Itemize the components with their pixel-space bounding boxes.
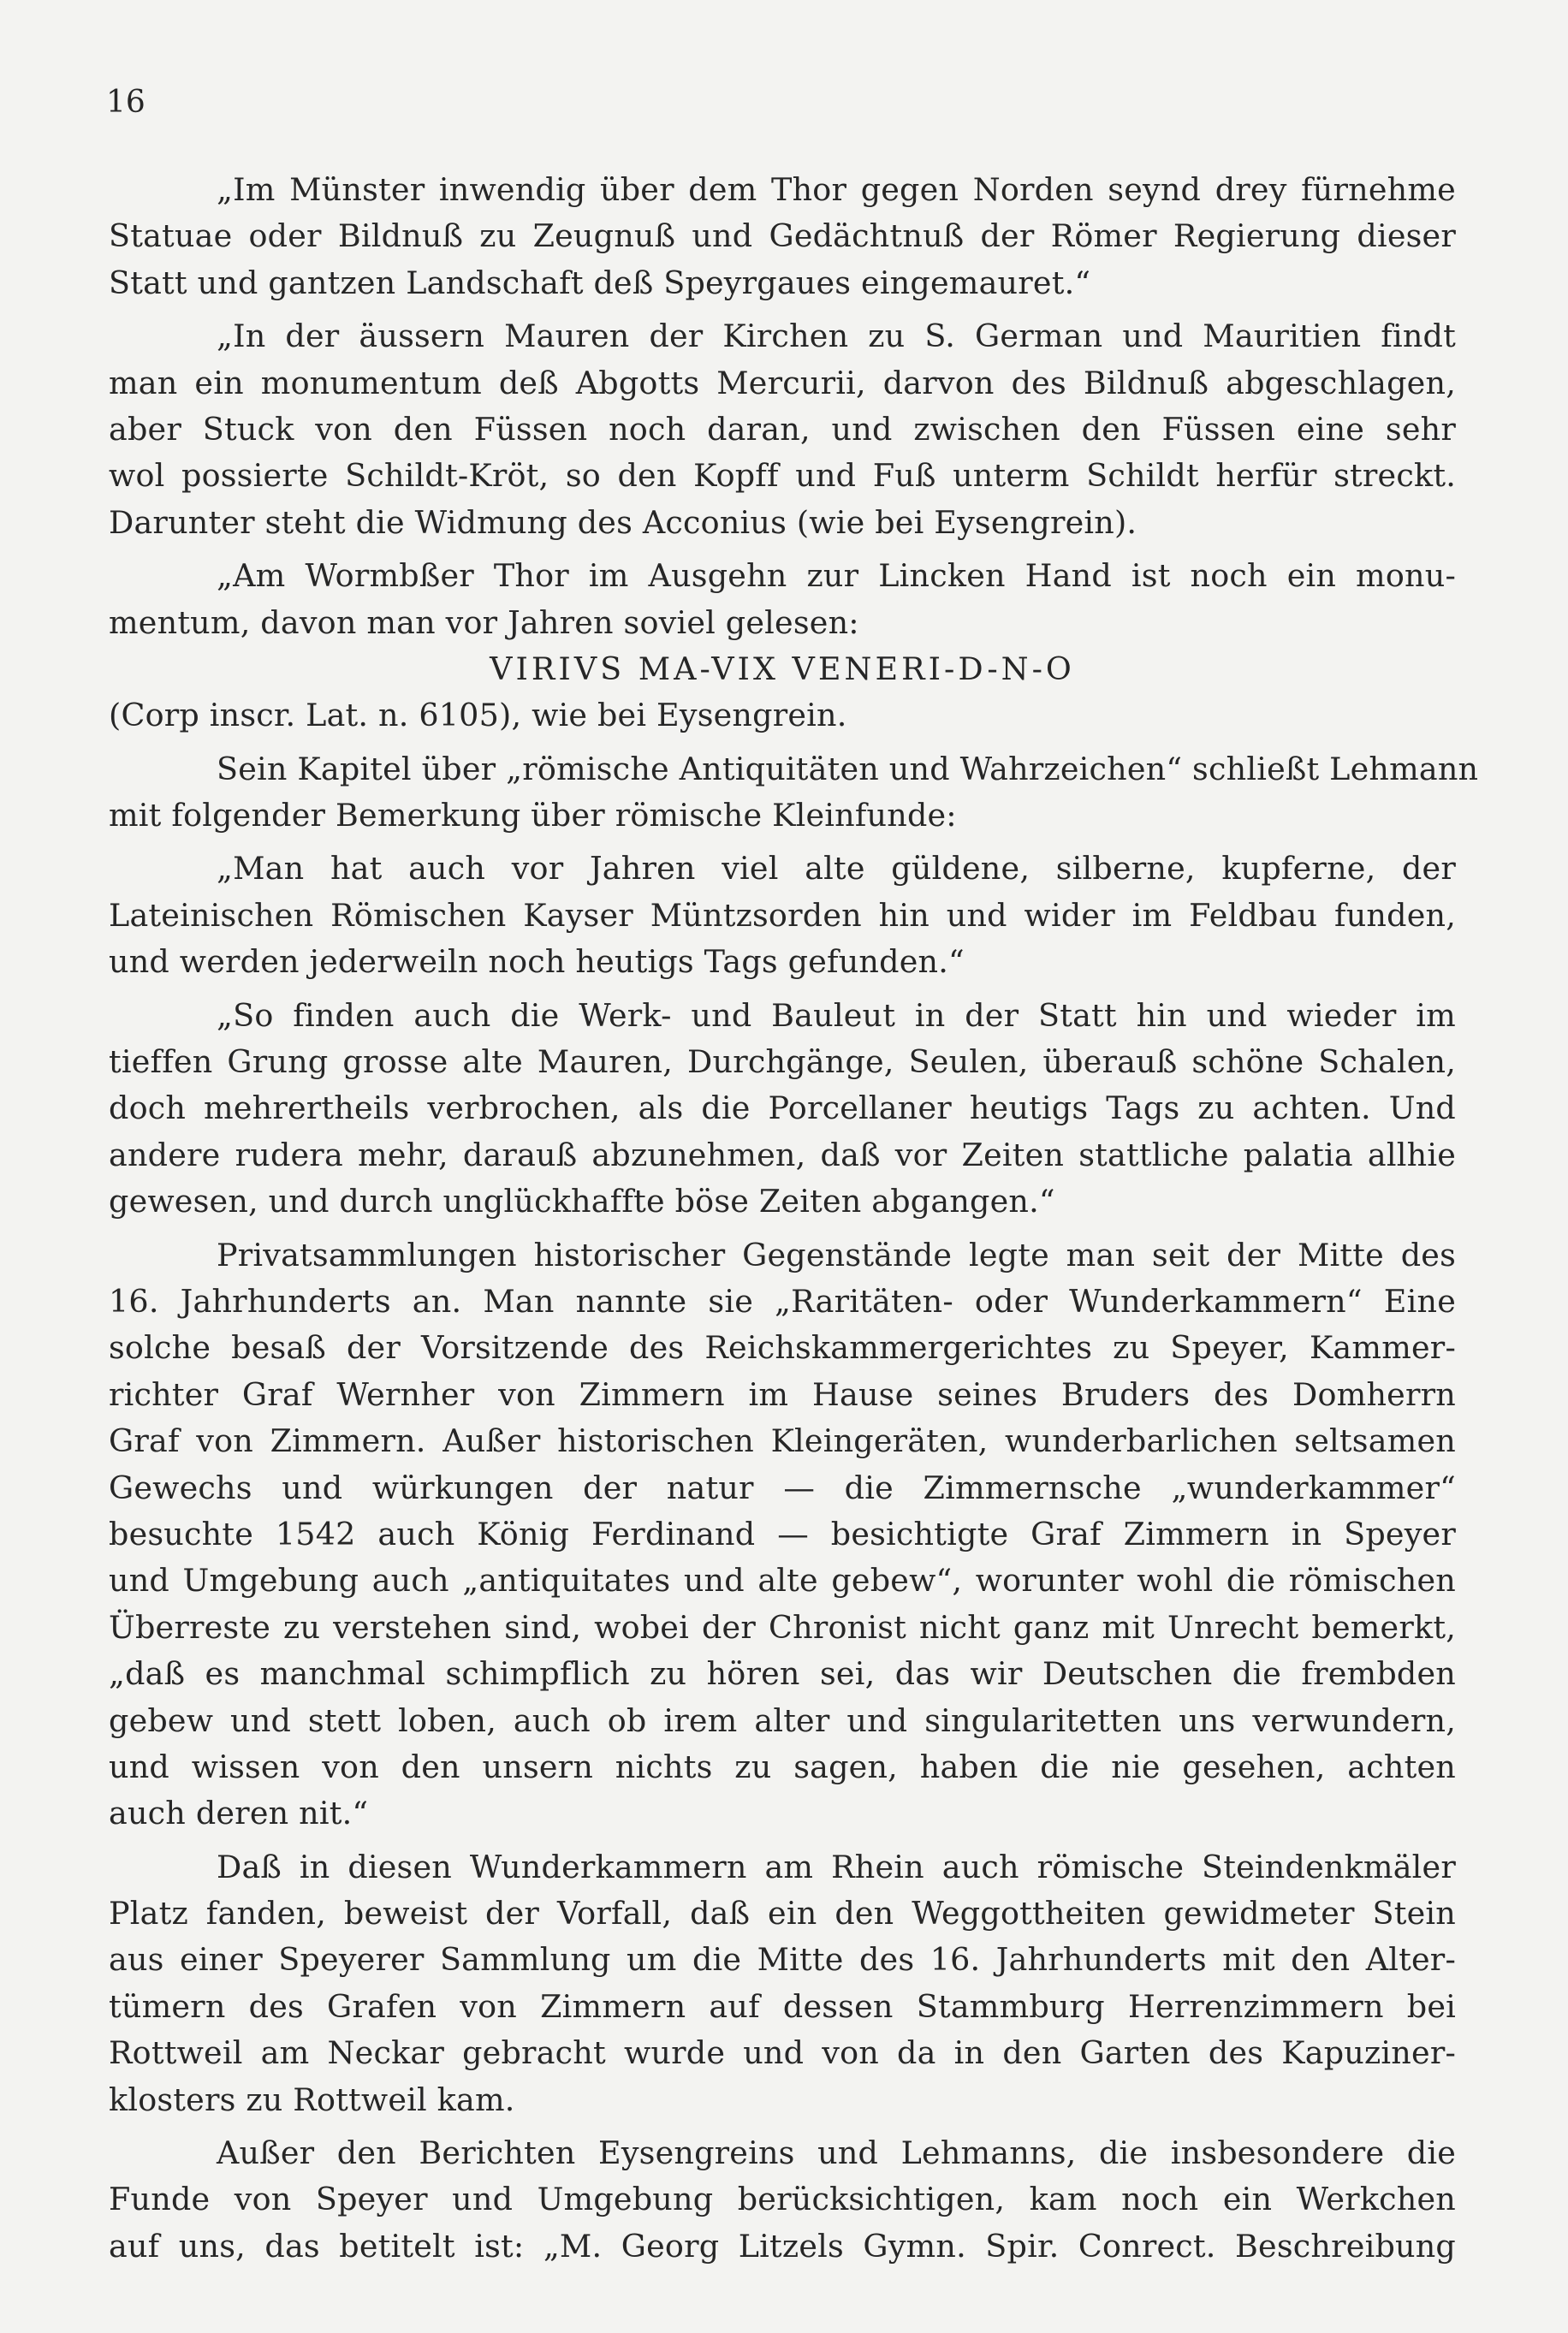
text-line: und wissen von den unsern nichts zu sagen, haben die nie gesehen, achten <box>109 1748 1456 1785</box>
text-line: Darunter steht die Widmung des Acconius (wie bei Eysengrein). <box>109 503 1137 541</box>
text-line: tieffen Grung grosse alte Mauren, Durchgänge, Seulen, überauß schöne Schalen, <box>109 1043 1456 1081</box>
text-line: „Im Münster inwendig über dem Thor gegen Norden seynd drey fürnehme <box>217 171 1456 208</box>
text-line: „Man hat auch vor Jahren viel alte güldene, silberne, kupferne, der <box>217 850 1456 887</box>
text-line: „In der äussern Mauren der Kirchen zu S. German und Mauritien findt <box>217 318 1456 355</box>
text-line: auch deren nit.“ <box>109 1795 369 1832</box>
text-line: richter Graf Wernher von Zimmern im Hause seines Bruders des Domherrn <box>109 1375 1456 1413</box>
text-line: gewesen, und durch unglückhaffte böse Zeiten abgangen.“ <box>109 1183 1055 1220</box>
text-line: Rottweil am Neckar gebracht wurde und von da in den Garten des Kapuziner- <box>109 2034 1456 2072</box>
text-line: man ein monumentum deß Abgotts Mercurii, darvon des Bildnuß abgeschlagen, <box>109 364 1456 401</box>
text-line: mentum, davon man vor Jahren soviel gelesen: <box>109 603 859 641</box>
text-line: „Am Wormbßer Thor im Ausgehn zur Lincken Hand ist noch ein monu- <box>217 557 1456 595</box>
text-line: „So finden auch die Werk- und Bauleut in der Statt hin und wieder im <box>217 996 1456 1034</box>
text-line: und werden jederweiln noch heutigs Tags gefunden.“ <box>109 943 965 981</box>
text-line: und Umgebung auch „antiquitates und alte gebew“, worunter wohl die römischen <box>109 1562 1456 1600</box>
text-line: Graf von Zimmern. Außer historischen Kleingeräten, wunderbarlichen seltsamen <box>109 1422 1456 1460</box>
text-line: Überreste zu verstehen sind, wobei der Chronist nicht ganz mit Unrecht bemerkt, <box>109 1608 1456 1646</box>
text-line: (Corp inscr. Lat. n. 6105), wie bei Eysengrein. <box>109 697 847 734</box>
text-line: wol possierte Schildt-Kröt, so den Kopff und Fuß unterm Schildt herfür streckt. <box>109 457 1456 495</box>
text-line: andere rudera mehr, darauß abzunehmen, daß vor Zeiten stattliche palatia allhie <box>109 1136 1456 1173</box>
text-line: Platz fanden, beweist der Vorfall, daß ein den Weggottheiten gewidmeter Stein <box>109 1895 1456 1932</box>
inscription-line: VIRIVS MA-VIX VENERI-D-N-O <box>490 650 1075 687</box>
text-line: Sein Kapitel über „römische Antiquitäten und Wahrzeichen“ schließt Lehmann <box>217 750 1479 787</box>
text-line: auf uns, das betitelt ist: „M. Georg Litzels Gymn. Spir. Conrect. Beschreibung <box>109 2227 1456 2265</box>
body-text <box>109 167 1479 2270</box>
text-line: „daß es manchmal schimpflich zu hören sei, das wir Deutschen die frembden <box>109 1655 1456 1693</box>
text-line: gebew und stett loben, auch ob irem alter und singularitetten uns verwundern, <box>109 1701 1456 1739</box>
text-line: 16. Jahrhunderts an. Man nannte sie „Raritäten- oder Wunderkammern“ Eine <box>109 1282 1456 1320</box>
text-line: solche besaß der Vorsitzende des Reichskammergerichtes zu Speyer, Kammer- <box>109 1329 1456 1367</box>
text-line: klosters zu Rottweil kam. <box>109 2081 515 2118</box>
text-line: mit folgender Bemerkung über römische Kleinfunde: <box>109 797 957 834</box>
text-line: Privatsammlungen historischer Gegenstände legte man seit der Mitte des <box>217 1236 1456 1273</box>
text-line: Funde von Speyer und Umgebung berücksichtigen, kam noch ein Werkchen <box>109 2181 1456 2218</box>
page-number: 16 <box>106 85 146 120</box>
text-line: Lateinischen Römischen Kayser Müntzsorden hin und wider im Feldbau funden, <box>109 896 1456 934</box>
text-line: Außer den Berichten Eysengreins und Lehmanns, die insbesondere die <box>217 2134 1456 2172</box>
text-line: Gewechs und würkungen der natur — die Zimmernsche „wunderkammer“ <box>109 1469 1456 1506</box>
text-line: Daß in diesen Wunderkammern am Rhein auch römische Steindenkmäler <box>217 1848 1456 1885</box>
text-line: Statt und gantzen Landschaft deß Speyrgaues eingemauret.“ <box>109 264 1091 301</box>
text-line: Statuae oder Bildnuß zu Zeugnuß und Gedächtnuß der Römer Regierung dieser <box>109 217 1456 255</box>
text-line: aus einer Speyerer Sammlung um die Mitte des 16. Jahrhunderts mit den Alter- <box>109 1941 1456 1979</box>
text-line: tümern des Grafen von Zimmern auf dessen Stammburg Herrenzimmern bei <box>109 1987 1456 2025</box>
text-line: aber Stuck von den Füssen noch daran, und zwischen den Füssen eine sehr <box>109 410 1456 448</box>
text-line: doch mehrertheils verbrochen, als die Porcellaner heutigs Tags zu achten. Und <box>109 1089 1456 1127</box>
text-line: besuchte 1542 auch König Ferdinand — besichtigte Graf Zimmern in Speyer <box>109 1515 1456 1552</box>
